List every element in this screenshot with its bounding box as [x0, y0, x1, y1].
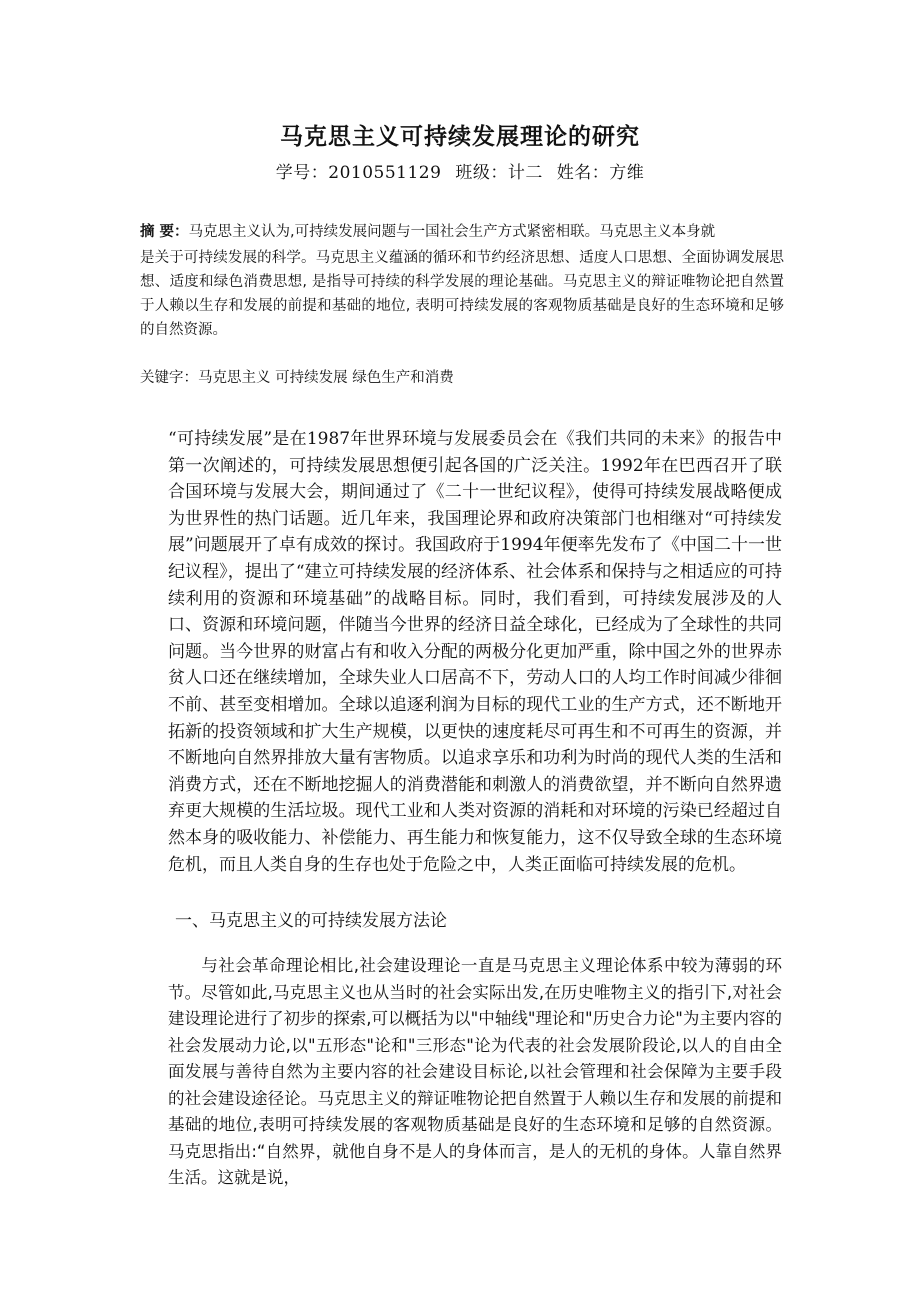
intro-paragraph: “可持续发展”是在1987年世界环境与发展委员会在《我们共同的未来》的报告中第一次阐述的，可持续发展思想便引起各国的广泛关注。1992年在巴西召开了联合国环境与发展大会，期间通过了《二十一世纪议程》，使得可持续发展战略便成为世界性的热门话题。近几年来，我国理论界和政府决策部门也相继对“可持续发展”问题展开了卓有成效的探讨。我国政府于1994年便率先发布了《中国二十一世纪议程》，提出了“建立可持续发展的经济体系、社会体系和保持与之相适应的可持续利用的资源和环境基础”的战略目标。同时，我们看到，可持续发展涉及的人口、资源和环境问题，伴随当今世界的经济日益全球化，已经成为了全球性的共同问题。当今世界的财富占有和收入分配的两极分化更加严重，除中国之外的世界赤贫人口还在继续增加，全球失业人口居高不下，劳动人口的人均工作时间减少徘徊不前、甚至变相增加。全球以追逐利润为目标的现代工业的生产方式，还不断地开拓新的投资领域和扩大生产规模，以更快的速度耗尽可再生和不可再生的资源，并不断地向自然界排放大量有害物质。以追求享乐和功利为时尚的现代人类的生活和消费方式，还在不断地挖掘人的消费潜能和刺激人的消费欲望，并不断向自然界遗弃更大规模的生活垃圾。现代工业和人类对资源的消耗和对环境的污染已经超过自然本身的吸收能力、补偿能力、再生能力和恢复能力，这不仅导致全球的生态环境危机，而且人类自身的生存也处于危险之中，人类正面临可持续发展的危机。 — [168, 429, 782, 875]
section-paragraph — [168, 953, 782, 1192]
abstract-first-line: 马克思主义认为,可持续发展问题与一国社会生产方式紧密相联。马克思主义本身就 — [188, 224, 716, 240]
author-meta — [0, 158, 920, 183]
keywords: 关键字：马克思主义 可持续发展 绿色生产和消费 — [140, 370, 454, 386]
author-name: 姓名：方维 — [556, 163, 645, 183]
section-heading: 一、马克思主义的可持续发展方法论 — [175, 911, 447, 931]
abstract-label: 摘 要： — [140, 224, 189, 240]
abstract-text: 是关于可持续发展的科学。马克思主义蕴涵的循环和节约经济思想、适度人口思想、全面协调发展思想、适度和绿色消费思想, 是指导可持续的科学发展的理论基础。马克思主义的辩证唯物论把自然置于人赖以生存和发展的前提和基础的地位, 表明可持续发展的客观物质基础是良好的生态环境和足够的自然资源。 — [140, 250, 784, 338]
class-info: 班级：计二 — [455, 163, 543, 183]
section-paragraph-text: 与社会革命理论相比,社会建设理论一直是马克思主义理论体系中较为薄弱的环节。尽管如此,马克思主义也从当时的社会实际出发,在历史唯物主义的指引下,对社会建设理论进行了初步的探索,可以概括为以"中轴线"理论和"历史合力论"为主要内容的社会发展动力论,以"五形态"论和"三形态"论为代表的社会发展阶段论,以人的自由全面发展与善待自然为主要内容的社会建设目标论,以社会管理和社会保障为主要手段的社会建设途径论。马克思主义的辩证唯物论把自然置于人赖以生存和发展的前提和基础的地位,表明可持续发展的客观物质基础是良好的生态环境和足够的自然资源。马克思指出:“自然界，就他自身不是人的身体而言，是人的无机的身体。人靠自然界生活。这就是说， — [168, 956, 782, 1187]
abstract-block — [140, 218, 784, 342]
student-id: 学号：2010551129 — [275, 163, 442, 183]
page-title: 马克思主义可持续发展理论的研究 — [280, 124, 640, 150]
